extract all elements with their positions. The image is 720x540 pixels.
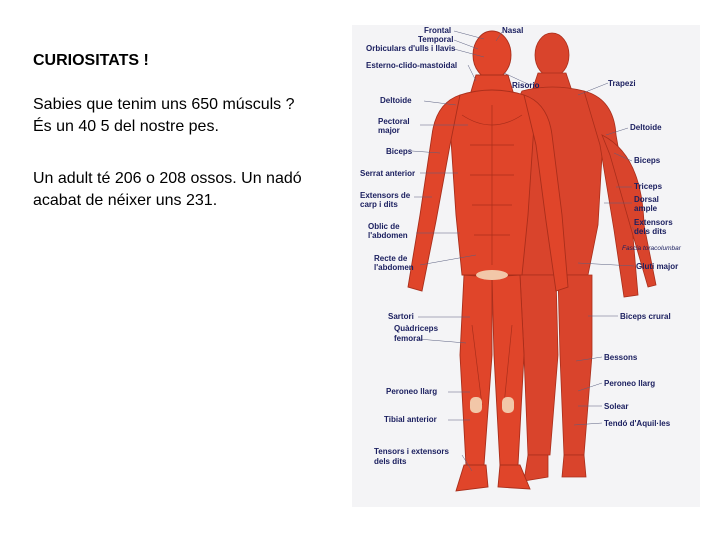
label-extensors-carp-2: carp i dits [360, 200, 398, 209]
label-dorsal: Dorsal [634, 195, 659, 204]
label-oblic: Oblic de [368, 222, 400, 231]
label-tensors-2: dels dits [374, 457, 407, 466]
label-fascia: Fascia toracolumbar [622, 245, 681, 252]
label-biceps-crural: Biceps crural [620, 312, 671, 321]
label-extensors-back: Extensors [634, 218, 673, 227]
label-biceps-front: Biceps [386, 147, 413, 156]
muscle-anatomy-figure [352, 25, 700, 507]
label-oblic-2: l'abdomen [368, 231, 408, 240]
label-tensors: Tensors i extensors [374, 447, 449, 456]
label-nasal: Nasal [502, 26, 524, 35]
paragraph-muscles [33, 94, 343, 138]
label-recte: Recte de [374, 254, 408, 263]
label-tendo-aquilles: Tendó d'Aquil·les [604, 419, 671, 428]
label-extensors-carp: Extensors de [360, 191, 411, 200]
label-deltoide-front: Deltoide [380, 96, 412, 105]
label-risorio: Risorio [512, 81, 540, 90]
label-quadriceps-2: femoral [394, 334, 423, 343]
label-bessons: Bessons [604, 353, 638, 362]
label-trapezi: Trapezi [608, 79, 636, 88]
label-orbiculars: Orbiculars d'ulls i llavis [366, 44, 456, 53]
paragraph-line: És un 40 5 del nostre pes. [33, 118, 219, 135]
label-dorsal-ample: ample [634, 204, 658, 213]
label-peroneo-front: Peroneo llarg [386, 387, 438, 396]
slide-text [33, 52, 343, 242]
label-gluti-major: Gluti major [636, 262, 679, 271]
label-solear: Solear [604, 402, 629, 411]
paragraph-line: acabat de néixer uns 231. [33, 192, 218, 209]
paragraph-line: Un adult té 206 o 208 ossos. Un nadó [33, 170, 302, 187]
label-deltoide-back: Deltoide [630, 123, 662, 132]
label-pectoral: Pectoral [378, 117, 410, 126]
label-extensors-back-2: dels dits [634, 227, 667, 236]
label-quadriceps: Quàdriceps [394, 324, 439, 333]
label-sartori: Sartori [388, 312, 414, 321]
label-tibial-anterior: Tibial anterior [384, 415, 437, 424]
label-pectoral-major: major [378, 126, 400, 135]
label-frontal: Frontal [424, 26, 452, 35]
label-recte-2: l'abdomen [374, 263, 414, 272]
label-biceps-back: Biceps [634, 156, 661, 165]
label-esterno-clido-mastoidal: Esterno-clido-mastoidal [366, 61, 458, 70]
paragraph-bones [33, 168, 343, 212]
paragraph-line: Sabies que tenim uns 650 músculs ? [33, 96, 295, 113]
label-triceps: Triceps [634, 182, 663, 191]
label-serrat-anterior: Serrat anterior [360, 169, 416, 178]
label-temporal: Temporal [418, 35, 454, 44]
label-peroneo-back: Peroneo llarg [604, 379, 656, 388]
slide-title: CURIOSITATS ! [33, 52, 149, 69]
